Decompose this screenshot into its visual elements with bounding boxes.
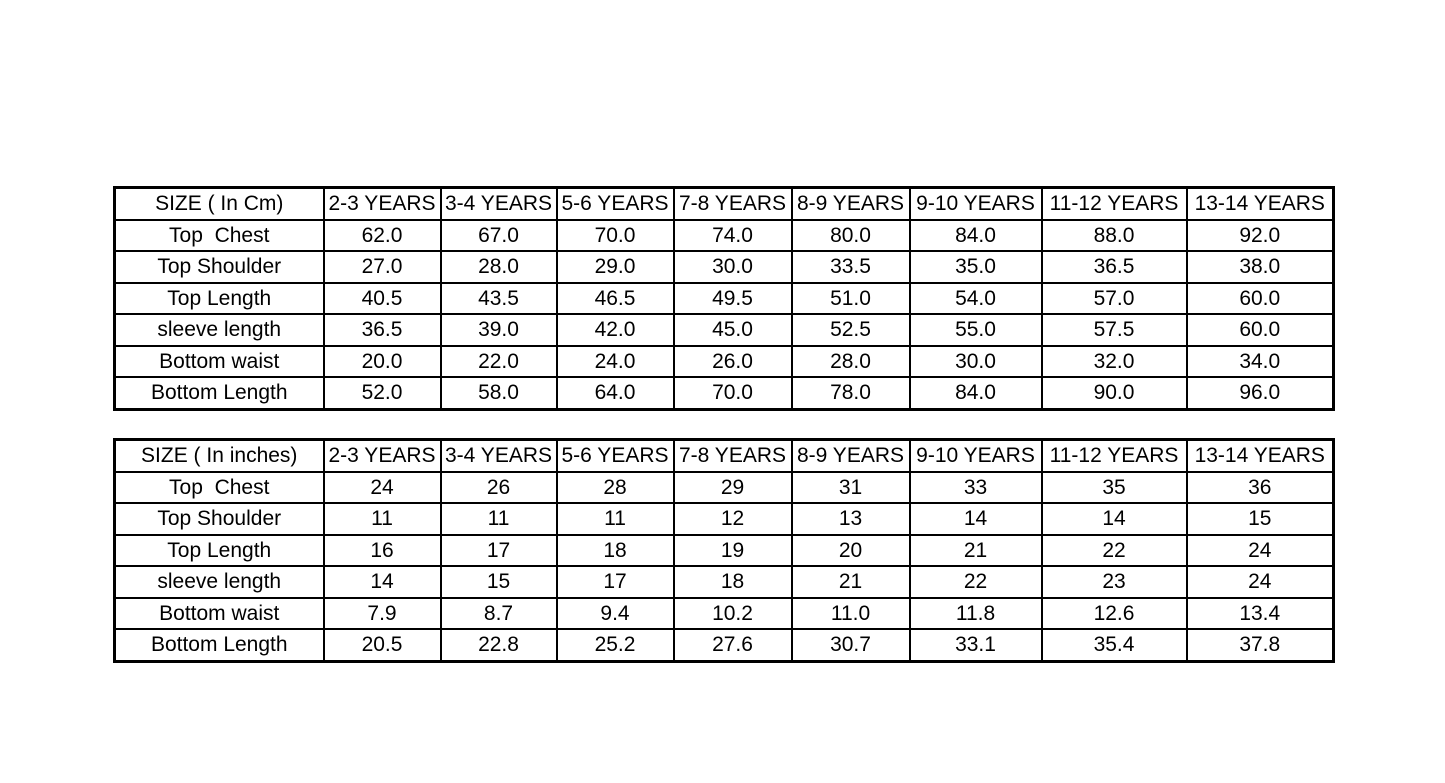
measurement-value-cell: 90.0 [1042, 377, 1187, 409]
measurement-value-cell: 33.5 [792, 251, 910, 283]
measurement-value-cell: 9.4 [557, 598, 674, 630]
measurement-value-cell: 26.0 [674, 346, 792, 378]
measurement-value-cell: 57.5 [1042, 314, 1187, 346]
measurement-value-cell: 11 [557, 503, 674, 535]
measurement-value-cell: 11.8 [910, 598, 1042, 630]
measurement-value-cell: 23 [1042, 566, 1187, 598]
age-column-header-cell: 13-14 YEARS [1187, 188, 1334, 220]
table-row [115, 346, 1334, 378]
measurement-value-cell: 21 [792, 566, 910, 598]
measurement-value-cell: 46.5 [557, 283, 674, 315]
table-row [115, 251, 1334, 283]
measurement-value-cell: 12.6 [1042, 598, 1187, 630]
table-row [115, 535, 1334, 567]
measurement-value-cell: 15 [441, 566, 557, 598]
measurement-value-cell: 36.5 [1042, 251, 1187, 283]
measurement-value-cell: 32.0 [1042, 346, 1187, 378]
measurement-value-cell: 19 [674, 535, 792, 567]
measurement-value-cell: 11 [324, 503, 441, 535]
age-column-header-cell: 2-3 YEARS [324, 188, 441, 220]
measurement-value-cell: 24 [1187, 535, 1334, 567]
measurement-value-cell: 29 [674, 472, 792, 504]
measurement-value-cell: 30.0 [910, 346, 1042, 378]
measurement-value-cell: 55.0 [910, 314, 1042, 346]
measurement-value-cell: 45.0 [674, 314, 792, 346]
measurement-value-cell: 84.0 [910, 377, 1042, 409]
measurement-label-cell: sleeve length [115, 314, 324, 346]
measurement-value-cell: 37.8 [1187, 629, 1334, 661]
measurement-value-cell: 67.0 [441, 220, 557, 252]
measurement-value-cell: 29.0 [557, 251, 674, 283]
measurement-value-cell: 13.4 [1187, 598, 1334, 630]
age-column-header-cell: 13-14 YEARS [1187, 440, 1334, 472]
measurement-value-cell: 24.0 [557, 346, 674, 378]
size-unit-header-cell: SIZE ( In Cm) [115, 188, 324, 220]
measurement-value-cell: 17 [557, 566, 674, 598]
measurement-value-cell: 64.0 [557, 377, 674, 409]
age-column-header-cell: 11-12 YEARS [1042, 440, 1187, 472]
measurement-value-cell: 20 [792, 535, 910, 567]
measurement-label-cell: Top Chest [115, 220, 324, 252]
measurement-value-cell: 14 [1042, 503, 1187, 535]
measurement-value-cell: 35 [1042, 472, 1187, 504]
measurement-value-cell: 14 [324, 566, 441, 598]
measurement-value-cell: 22 [910, 566, 1042, 598]
size-unit-header-cell: SIZE ( In inches) [115, 440, 324, 472]
measurement-value-cell: 60.0 [1187, 283, 1334, 315]
measurement-value-cell: 20.5 [324, 629, 441, 661]
measurement-value-cell: 11 [441, 503, 557, 535]
measurement-value-cell: 28 [557, 472, 674, 504]
measurement-value-cell: 35.0 [910, 251, 1042, 283]
age-column-header-cell: 9-10 YEARS [910, 440, 1042, 472]
header-row [115, 188, 1334, 220]
measurement-label-cell: Bottom waist [115, 346, 324, 378]
size-table-inches [113, 438, 1335, 663]
measurement-value-cell: 35.4 [1042, 629, 1187, 661]
measurement-value-cell: 26 [441, 472, 557, 504]
measurement-value-cell: 51.0 [792, 283, 910, 315]
measurement-value-cell: 18 [674, 566, 792, 598]
measurement-value-cell: 18 [557, 535, 674, 567]
measurement-value-cell: 60.0 [1187, 314, 1334, 346]
measurement-label-cell: Top Shoulder [115, 503, 324, 535]
measurement-value-cell: 21 [910, 535, 1042, 567]
measurement-value-cell: 34.0 [1187, 346, 1334, 378]
measurement-label-cell: Bottom waist [115, 598, 324, 630]
measurement-value-cell: 12 [674, 503, 792, 535]
measurement-value-cell: 96.0 [1187, 377, 1334, 409]
age-column-header-cell: 8-9 YEARS [792, 188, 910, 220]
measurement-value-cell: 78.0 [792, 377, 910, 409]
measurement-value-cell: 36.5 [324, 314, 441, 346]
age-column-header-cell: 7-8 YEARS [674, 440, 792, 472]
table-row [115, 283, 1334, 315]
measurement-value-cell: 49.5 [674, 283, 792, 315]
measurement-value-cell: 10.2 [674, 598, 792, 630]
measurement-value-cell: 62.0 [324, 220, 441, 252]
table-row [115, 629, 1334, 661]
table-row [115, 472, 1334, 504]
measurement-value-cell: 28.0 [792, 346, 910, 378]
measurement-value-cell: 74.0 [674, 220, 792, 252]
age-column-header-cell: 3-4 YEARS [441, 188, 557, 220]
measurement-label-cell: Top Shoulder [115, 251, 324, 283]
measurement-value-cell: 84.0 [910, 220, 1042, 252]
measurement-value-cell: 30.7 [792, 629, 910, 661]
measurement-value-cell: 92.0 [1187, 220, 1334, 252]
table-row [115, 566, 1334, 598]
measurement-value-cell: 38.0 [1187, 251, 1334, 283]
measurement-value-cell: 40.5 [324, 283, 441, 315]
measurement-value-cell: 42.0 [557, 314, 674, 346]
measurement-label-cell: Top Length [115, 535, 324, 567]
header-row [115, 440, 1334, 472]
table-row [115, 377, 1334, 409]
measurement-value-cell: 58.0 [441, 377, 557, 409]
measurement-label-cell: Bottom Length [115, 377, 324, 409]
measurement-value-cell: 33.1 [910, 629, 1042, 661]
measurement-value-cell: 33 [910, 472, 1042, 504]
measurement-value-cell: 52.0 [324, 377, 441, 409]
measurement-value-cell: 27.6 [674, 629, 792, 661]
measurement-value-cell: 52.5 [792, 314, 910, 346]
measurement-value-cell: 7.9 [324, 598, 441, 630]
measurement-value-cell: 22 [1042, 535, 1187, 567]
table-row [115, 314, 1334, 346]
age-column-header-cell: 2-3 YEARS [324, 440, 441, 472]
age-column-header-cell: 9-10 YEARS [910, 188, 1042, 220]
table-row [115, 220, 1334, 252]
measurement-value-cell: 24 [1187, 566, 1334, 598]
measurement-value-cell: 30.0 [674, 251, 792, 283]
measurement-value-cell: 22.8 [441, 629, 557, 661]
measurement-value-cell: 57.0 [1042, 283, 1187, 315]
measurement-label-cell: Top Chest [115, 472, 324, 504]
measurement-value-cell: 20.0 [324, 346, 441, 378]
size-table-cm [113, 186, 1335, 411]
measurement-label-cell: sleeve length [115, 566, 324, 598]
measurement-value-cell: 36 [1187, 472, 1334, 504]
measurement-value-cell: 8.7 [441, 598, 557, 630]
measurement-value-cell: 80.0 [792, 220, 910, 252]
measurement-value-cell: 25.2 [557, 629, 674, 661]
measurement-value-cell: 28.0 [441, 251, 557, 283]
measurement-value-cell: 27.0 [324, 251, 441, 283]
measurement-value-cell: 43.5 [441, 283, 557, 315]
measurement-value-cell: 24 [324, 472, 441, 504]
measurement-value-cell: 70.0 [674, 377, 792, 409]
age-column-header-cell: 5-6 YEARS [557, 440, 674, 472]
measurement-value-cell: 17 [441, 535, 557, 567]
measurement-value-cell: 14 [910, 503, 1042, 535]
table-row [115, 503, 1334, 535]
measurement-value-cell: 11.0 [792, 598, 910, 630]
measurement-value-cell: 13 [792, 503, 910, 535]
measurement-value-cell: 31 [792, 472, 910, 504]
age-column-header-cell: 11-12 YEARS [1042, 188, 1187, 220]
age-column-header-cell: 5-6 YEARS [557, 188, 674, 220]
measurement-value-cell: 39.0 [441, 314, 557, 346]
measurement-label-cell: Bottom Length [115, 629, 324, 661]
measurement-value-cell: 16 [324, 535, 441, 567]
measurement-value-cell: 88.0 [1042, 220, 1187, 252]
measurement-value-cell: 70.0 [557, 220, 674, 252]
table-row [115, 598, 1334, 630]
measurement-value-cell: 54.0 [910, 283, 1042, 315]
age-column-header-cell: 7-8 YEARS [674, 188, 792, 220]
measurement-value-cell: 15 [1187, 503, 1334, 535]
age-column-header-cell: 8-9 YEARS [792, 440, 910, 472]
age-column-header-cell: 3-4 YEARS [441, 440, 557, 472]
measurement-value-cell: 22.0 [441, 346, 557, 378]
measurement-label-cell: Top Length [115, 283, 324, 315]
